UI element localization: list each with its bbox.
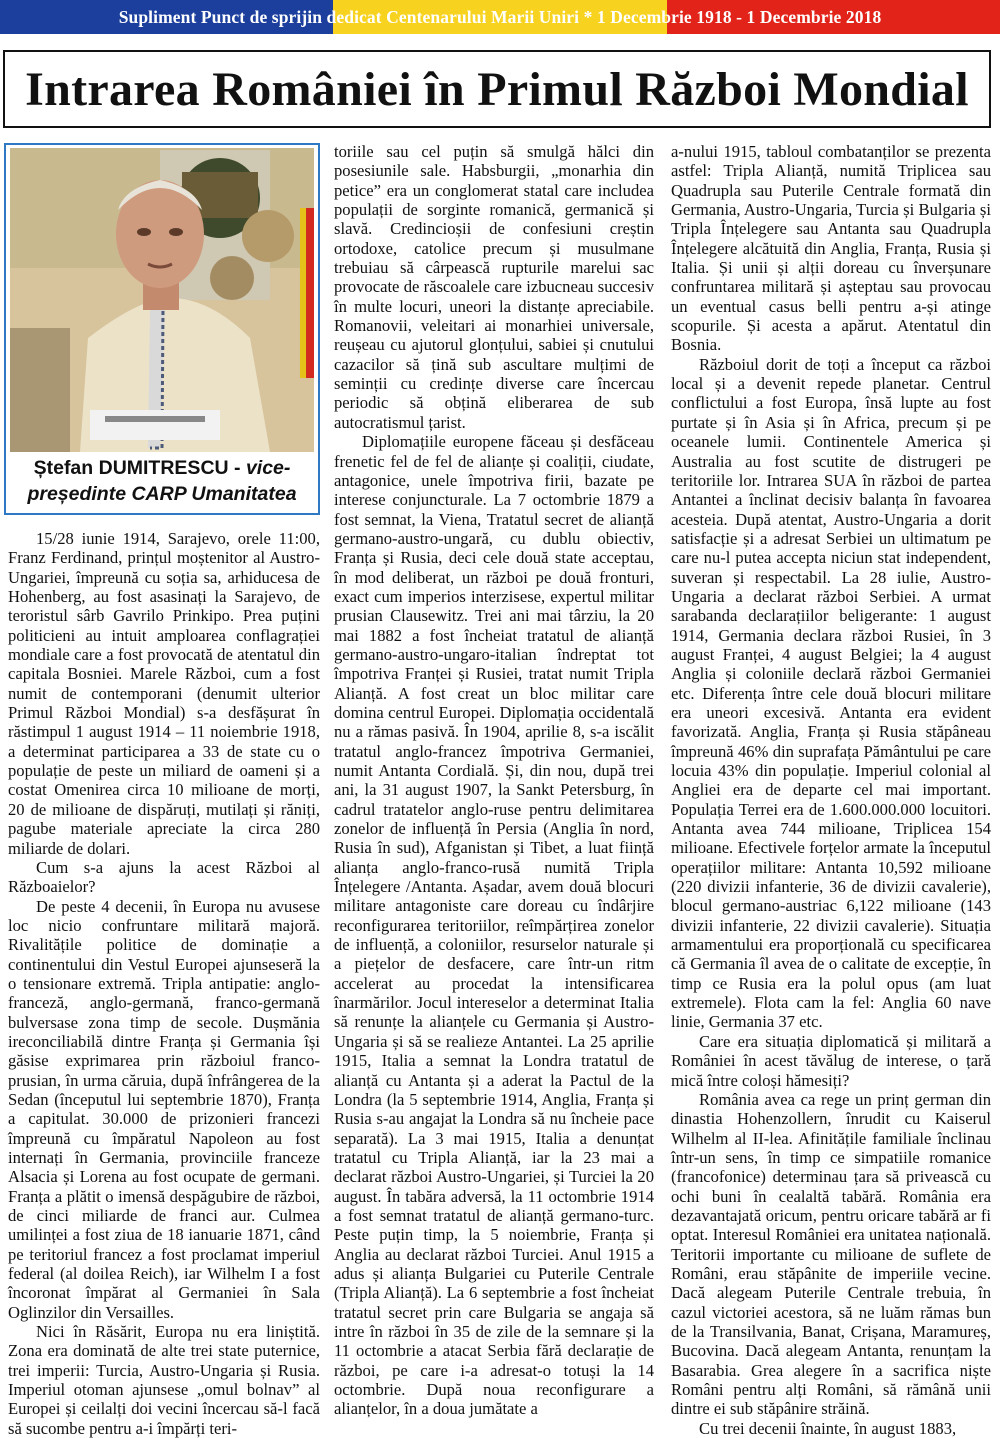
- article-column-3: [671, 142, 991, 1438]
- paragraph: Războiul dorit de toți a început ca război local și a devenit repede planetar. Centrul conflictului a fost Europa, însă lupte au fost purtate și în Asia și în Africa, precum și pe oceanele lumii. Continentele America și Australia au fost scutite de distrugeri pe teritoriile lor. Intrarea SUA în război de partea Antantei a înclinat decisiv balanța în favoarea acesteia. După atentat, Austro-Ungaria a dorit satisfacție și a adresat Serbiei un ultimatum pe care nu-l putea accepta niciun stat independent, suveran și respectabil. La 28 iulie, Austro-Ungaria a declarat război Serbiei. A urmat sarabanda declarațiilor beligerante: 1 august 1914, Germania declara război Rusiei, în 3 august Franței, 4 august Belgiei; la 4 august Anglia și coloniile declară război Germaniei etc. Diferența între cele două blocuri militare era uneori excesivă. Antanta era evident favorizată. Anglia, Franța și Rusia stăpâneau împreună 46% din suprafața Pământului pe care locuia 43% din populație. Imperiul colonial al Angliei era de departe cel mai important. Populația Terrei era de 1.600.000.000 locuitori. Antanta avea 744 milioane, Triplicea 154 milioane. Efectivele forțelor armate la începutul operațiilor militare: Antanta 10,592 milioane (220 divizii infanterie, 36 de divizii cavalerie), blocul germano-austriac 6,122 milioane (143 divizii infanterie, 22 divizii cavalerie). Situația armamentului era proporțională cu specificarea că Germania îl avea de o calitate de excepție, în timp ce Rusia era la polul opus (am luat extremele). Flota cam la fel: Anglia 60 nave linie, Germania 37 etc.: [671, 354, 991, 1032]
- headline-box: [3, 50, 991, 128]
- portrait-illustration: [10, 148, 314, 452]
- paragraph: a-nului 1915, tabloul combatanților se prezenta astfel: Tripla Alianță, numită Triplicea sau Quadrupla sau Puterile Centrale formată din Germania, Austro-Ungaria, Turcia și Bulgaria și Tripla Înțelegere sau Antanta sau Quadrupla Înțelegere alcătuită din Anglia, Franța, Rusia și Italia. Și unii și alții doreau cu înverșunare confruntarea militară și așteptau sau provocau un eventual casus belli pentru a-și atinge scopurile. Și acesta a apărut. Atentatul din Bosnia.: [671, 142, 991, 355]
- paragraph: Care era situația diplomatică și militară a României în acest tăvălug de interese, o țară mică între coloși hămesiți?: [671, 1031, 991, 1090]
- paragraph: 15/28 iunie 1914, Sarajevo, orele 11:00, Franz Ferdinand, prințul moștenitor al Austro-Ungariei, împreună cu soția sa, arhiducesa de Hohenberg, au fost asasinați la Sarajevo, de teroristul sârb Gavrilo Prinkipo. Prea puțini politicieni au intuit amploarea conflagrației mondiale care a fost provocată de atentatul din capitala Bosniei. Marele Război, cum a fost numit de contemporani (denumit ulterior Primul Război Mondial) s-a desfășurat în răstimpul 1 august 1914 – 11 noiembrie 1918, a determinat participarea a 33 de state cu o populație de peste un miliard de oameni și a costat Omenirea circa 10 milioane de morți, 20 de milioane de dispăruți, mutilați și răniți, pagube materiale apreciate la circa 280 miliarde de dolari.: [8, 529, 320, 858]
- top-banner: [0, 0, 1000, 34]
- article-column-2: [334, 142, 654, 1419]
- photo-caption: [10, 455, 314, 511]
- caption-name: Ștefan DUMITRESCU -: [33, 457, 246, 479]
- photo-frame: [4, 143, 320, 515]
- paragraph: România avea ca rege un prinț german din dinastia Hohenzollern, înrudit cu Kaiserul Wilhelm al II-lea. Afinitățile familiale înclinau într-un sens, în timp ce simpatiile romanice (francofonice) determinau țara să privească cu ochi buni în cealaltă tabără. România era dezavantajată oricum, pentru oricare tabără ar fi optat. Interesul României era unitatea națională. Teritorii importante cu milioane de suflete de Români, erau stăpânite de imperiile vecine. Dacă alegeam Puterile Centrale trebuia, în cazul victoriei acestora, să ne luăm rămas bun de la Transilvania, Banat, Crișana, Maramureș, Bucovina. Dacă alegeam Antanta, renunțam la Basarabia. Grea alegere în a sacrifica niște Români pentru alți Români, să rămână unii dintre ei sub stăpânire străină.: [671, 1089, 991, 1419]
- article-headline: Intrarea României în Primul Război Mondial: [25, 62, 969, 116]
- supplement-banner-text: Supliment Punct de sprijin dedicat Centenarului Marii Uniri * 1 Decembrie 1918 - 1 Decembrie 2018: [118, 7, 882, 27]
- paragraph: Nici în Răsărit, Europa nu era liniștită. Zona era dominată de alte trei state puternice, trei imperii: Turcia, Austro-Ungaria și Rusia. Imperiul otoman ajunsese „omul bolnav” al Europei și ceilalți doi vecini încercau să-l facă să sucombe pentru a-i împărți teri-: [8, 1322, 320, 1438]
- paragraph: De peste 4 decenii, în Europa nu avusese loc nicio confruntare militară majoră. Rivalitățile politice de dominație a continentului din Vestul Europei ajunseseră la o tensionare extremă. Tripla antipatie: anglo-franceză, anglo-germană, franco-germană bulversase zona timp de secole. Dușmănia ireconciliabilă dintre Franța și Germania își găsise exprimarea prin războiul franco-prusian, în urma căruia, după înfrângerea de la Sedan (începutul lui septembrie 1870), Franța a capitulat. 30.000 de prizonieri francezi împreună cu împăratul Napoleon au fost internați în Germania, provinciile franceze Alsacia și Lorena au fost ocupate de germani. Franța a plătit o imensă despăgubire de război, de cinci miliarde de franci aur. Culmea umilinței a fost ziua de 18 ianuarie 1871, când pe teritoriul francez a fost proclamat imperiul federal (al doilea Reich), iar Wilhelm I a fost încoronat împărat al Germaniei în Sala Oglinzilor din Versailles.: [8, 896, 320, 1322]
- paragraph: Cu trei decenii înainte, în august 1883,: [699, 1418, 957, 1438]
- portrait-photo: [10, 148, 314, 452]
- caption-role: vice-președinte CARP Umanitatea: [27, 457, 297, 505]
- paragraph: Cum s-a ajuns la acest Război al Războaielor?: [8, 857, 320, 897]
- article-column-1: [8, 529, 320, 1438]
- paragraph: Diplomațiile europene făceau și desfăceau frenetic fel de fel de alianțe și coaliții, ciudate, antagonice, unele împotriva firii, bazate pe interese conjuncturale. La 7 octombrie 1879 a fost semnat, la Viena, Tratatul secret de alianță germano-austro-ungară, cu dublu obiectiv, Franța și Rusia, deci cele două state acceptau, în mod deliberat, un război pe două fronturi, exact cum imperios interzisese, expertul militar prusian Clausewitz. Trei ani mai târziu, la 20 mai 1882 a fost încheiat tratatul de alianță germano-austro-ungaro-italian îndreptat tot împotriva Franței și Rusiei, tratat numit Tripla Alianță. A fost creat un bloc militar care domina centrul Europei. Diplomația occidentală nu a rămas pasivă. În 1904, aprilie 8, s-a iscălit tratatul anglo-francez împotriva Germaniei, numit Antanta Cordială. Și, din nou, după trei ani, la 31 august 1907, la Sankt Petersburg, în cadrul tratatelor anglo-ruse pentru delimitarea zonelor de influență în Persia (Anglia în nord, Rusia în sud), Afganistan și Tibet, a luat ființă alianța anglo-franco-rusă numită Tripla Înțelegere /Antanta. Așadar, avem două blocuri militare antagoniste care doreau cu îndârjire reconfigurarea teritoriilor, reîmpărțirea zonelor de influență, a coloniilor, resurselor naturale și a piețelor de desfacere, care într-un ritm accelerat au procedat la intensificarea înarmărilor. Jocul intereselor a determinat Italia să renunțe la alianțele cu Germania și Austro-Ungaria și să se realieze Antantei. La 25 aprilie 1915, Italia a semnat la Londra tratatul de alianță cu Antanta și a aderat la Pactul de la Londra (la 5 septembrie 1914, Anglia, Franța și Rusia s-au angajat la Londra să nu încheie pace separată). La 3 mai 1915, Italia a denunțat tratatul cu Tripla Alianță, iar la 23 mai a declarat război Austro-Ungariei, și Turciei la 20 august. În tabăra adversă, la 11 octombrie 1914 a fost semnat tratatul de alianță germano-turc. Peste puțin timp, la 5 noiembrie, Franța și Anglia au declarat război Turciei. Anul 1915 a adus și alianța Bulgariei cu Puterile Centrale (Tripla Alianță). La 6 septembrie a fost încheiat tratatul secret prin care Bulgaria se angaja să intre în război în 35 de zile de la semnare și la 11 octombrie a atacat Serbia fără declarație de război, pe care i-a adresat-o totuși la 14 octombrie. După noua reconfigurare a alianțelor, în a doua jumătate a: [334, 432, 654, 1419]
- paragraph: toriile sau cel puțin să smulgă hălci din posesiunile sale. Habsburgii, „monarhia din petice” era un conglomerat statal care includea populații de sorginte romanică, germanică și slavă. Credincioșii de confesiuni creștin ortodoxe, catolice precum și musulmane trebuiau să cârpească rupturile marelui sac provocate de răscoalele care izbucneau succesiv în multe locuri, uneori la distanțe apreciabile. Romanovii, veleitari ai monarhiei universale, reușeau cu ajutorul glonțului, sabiei și cnutului cazacilor să țină sub ascultare mulțimi de seminții cu credințe diverse care încercau periodic să obțină eliberarea de sub autocratismul țarist.: [334, 142, 654, 432]
